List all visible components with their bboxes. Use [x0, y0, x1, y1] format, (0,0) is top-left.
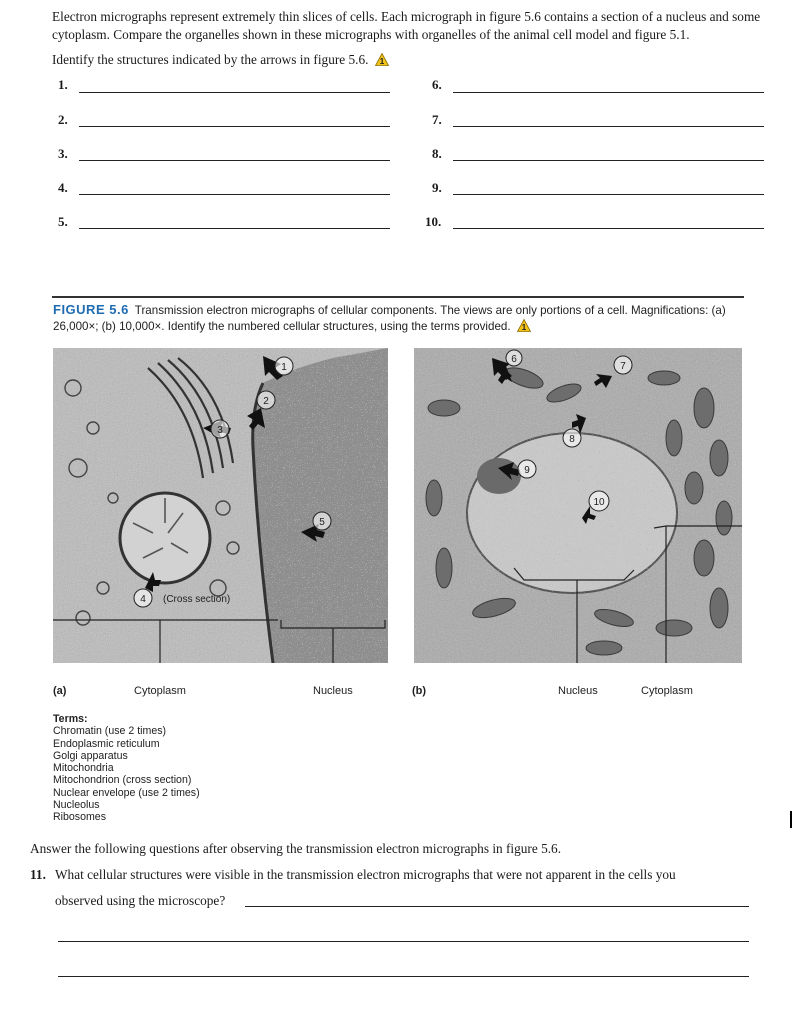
- term-item: Nucleolus: [53, 799, 100, 812]
- blank-number: 6.: [432, 77, 442, 92]
- micrograph-a: [53, 348, 388, 663]
- marker-10: 10: [593, 497, 605, 508]
- term-item: Mitochondria: [53, 762, 114, 775]
- blank-number: 5.: [58, 214, 68, 229]
- answer-line-4[interactable]: [79, 194, 390, 195]
- blank-number: 2.: [58, 112, 68, 127]
- marker-8: 8: [569, 434, 575, 445]
- term-item: Nuclear envelope (use 2 times): [53, 786, 200, 799]
- figure-divider: [52, 296, 744, 298]
- marker-2: 2: [263, 396, 269, 407]
- blank-number: 8.: [432, 146, 442, 161]
- marker-4: 4: [140, 594, 146, 605]
- blank-number: 10.: [425, 214, 442, 229]
- question-11-text-cont: observed using the microscope?: [55, 893, 226, 908]
- text-cursor: [790, 811, 792, 828]
- answer-line-3[interactable]: [79, 160, 390, 161]
- blank-number: 4.: [58, 180, 68, 195]
- term-item: Chromatin (use 2 times): [53, 725, 167, 738]
- intro-paragraph: Electron micrographs represent extremely thin slices of cells. Each micrograph in figure 5.6 contains a section of a nucleus and some cytoplasm. Compare the organelles shown in these micrographs with organelles of the animal cell model and figure 5.1.: [52, 9, 761, 42]
- answer-line-10[interactable]: [453, 228, 764, 229]
- marker-3: 3: [217, 425, 223, 436]
- panel-b-cytoplasm-label: Cytoplasm: [641, 685, 693, 697]
- question-11-text: What cellular structures were visible in the transmission electron micrographs that were not apparent in the cells you: [55, 867, 676, 882]
- answer-line-11c[interactable]: [58, 976, 749, 977]
- answer-line-6[interactable]: [453, 92, 764, 93]
- blank-number: 7.: [432, 112, 442, 127]
- marker-6: 6: [511, 354, 517, 365]
- questions-intro: Answer the following questions after observing the transmission electron micrographs in figure 5.6.: [30, 841, 562, 856]
- panel-b-tag: (b): [412, 685, 427, 697]
- term-item: Ribosomes: [53, 811, 106, 824]
- answer-line-8[interactable]: [453, 160, 764, 161]
- warning-triangle-icon: [517, 319, 531, 332]
- marker-7: 7: [620, 361, 626, 372]
- blank-number: 1.: [58, 77, 68, 92]
- answer-line-11b[interactable]: [58, 941, 749, 942]
- cross-section-label: (Cross section): [163, 594, 231, 605]
- marker-1: 1: [281, 362, 287, 373]
- answer-line-7[interactable]: [453, 126, 764, 127]
- answer-line-11a[interactable]: [245, 906, 749, 907]
- term-item: Mitochondrion (cross section): [53, 774, 192, 787]
- figure-caption-text: Transmission electron micrographs of cellular components. The views are only portions of a cell. Magnifications: (a) 26,000×; (b) 10,000×. Identify the numbered cellular structures, using the terms provided.: [53, 304, 726, 333]
- question-11-number: 11.: [30, 867, 46, 882]
- panel-a-tag: (a): [53, 685, 67, 697]
- blank-number: 9.: [432, 180, 442, 195]
- panel-b-nucleus-label: Nucleus: [558, 685, 598, 697]
- answer-line-5[interactable]: [79, 228, 390, 229]
- identify-instruction: [52, 52, 389, 68]
- marker-9: 9: [524, 465, 530, 476]
- identify-text: Identify the structures indicated by the arrows in figure 5.6.: [52, 52, 369, 67]
- panel-a-nucleus-label: Nucleus: [313, 685, 353, 697]
- blank-number: 3.: [58, 146, 68, 161]
- figure-caption: [53, 302, 753, 335]
- terms-list: [53, 713, 200, 824]
- answer-line-1[interactable]: [79, 92, 390, 93]
- panel-a-cytoplasm-label: Cytoplasm: [134, 685, 186, 697]
- svg-text:1: 1: [521, 323, 527, 332]
- micrograph-b: [414, 348, 742, 663]
- figure-label: FIGURE 5.6: [53, 302, 129, 317]
- answer-line-9[interactable]: [453, 194, 764, 195]
- term-item: Endoplasmic reticulum: [53, 737, 160, 750]
- warning-triangle-icon: [375, 53, 389, 66]
- term-item: Golgi apparatus: [53, 749, 128, 762]
- marker-5: 5: [319, 517, 325, 528]
- svg-text:1: 1: [379, 57, 385, 66]
- terms-heading: Terms:: [53, 713, 88, 725]
- answer-line-2[interactable]: [79, 126, 390, 127]
